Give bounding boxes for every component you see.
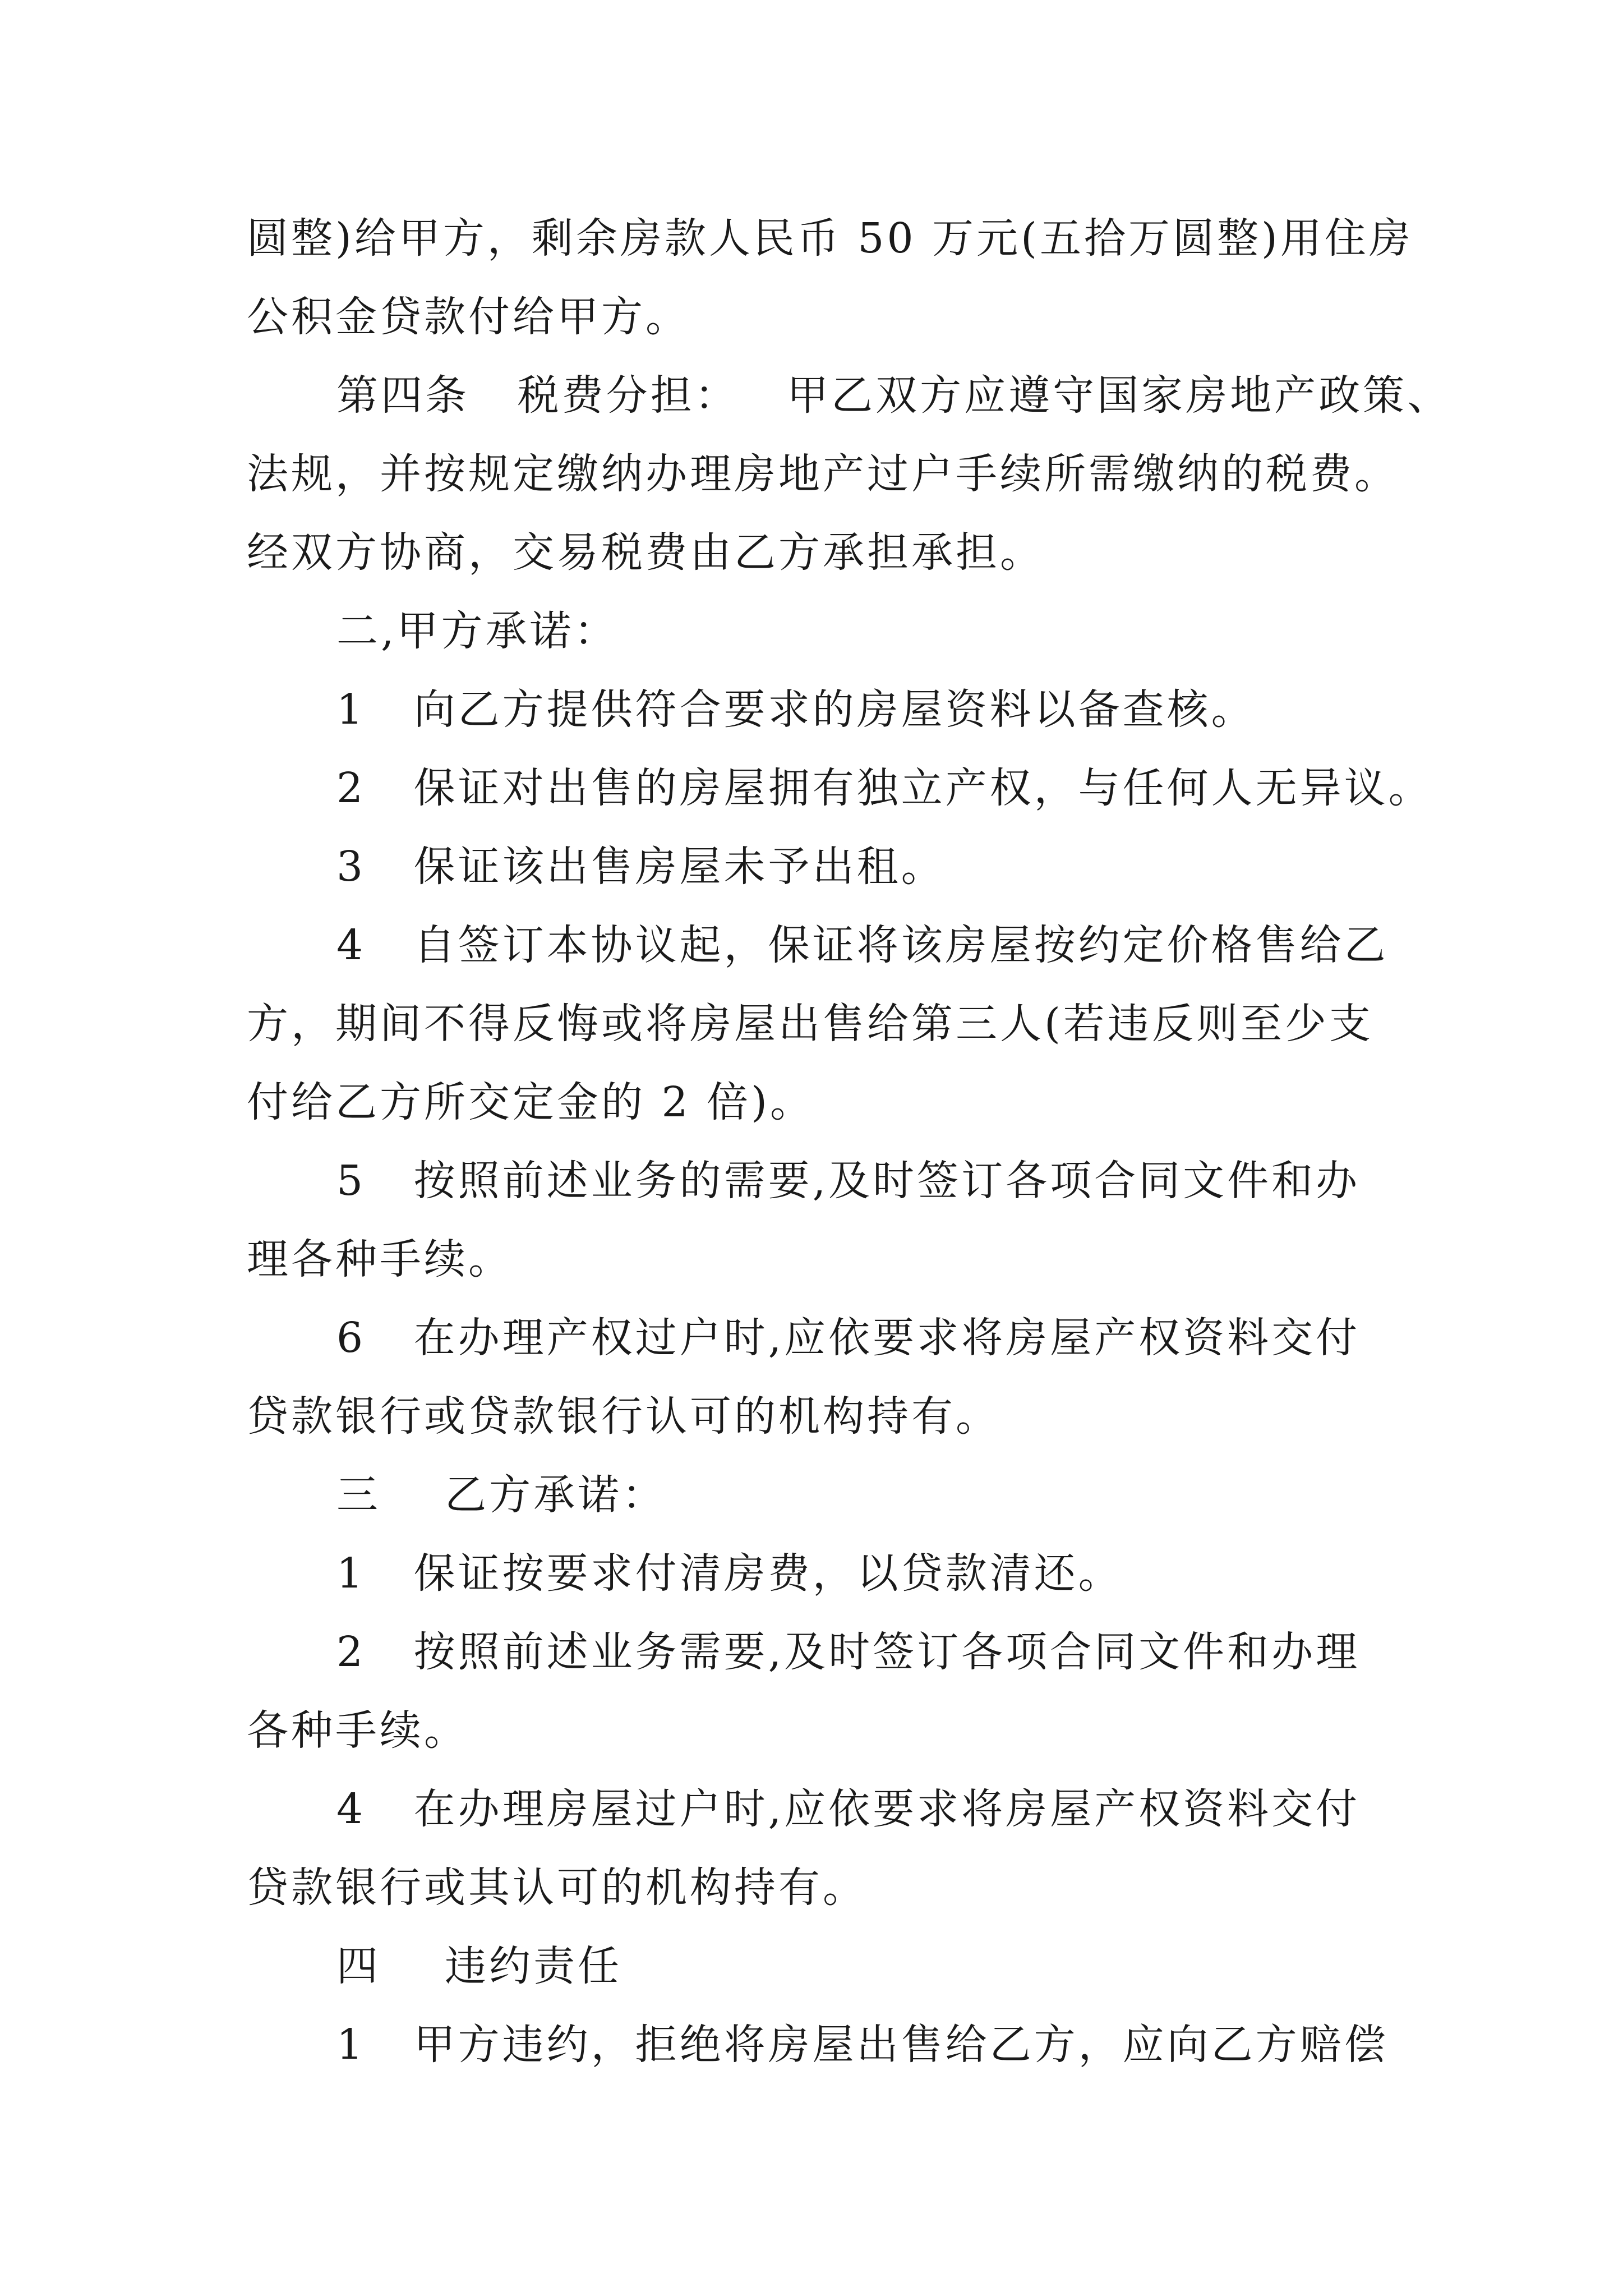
- list-item: 2 保证对出售的房屋拥有独立产权，与任何人无异议。: [336, 764, 1433, 812]
- text-line: 理各种手续。: [247, 1235, 513, 1283]
- article-heading: 第四条 税费分担： 甲乙双方应遵守国家房地产政策、: [336, 371, 1452, 420]
- text-line: 各种手续。: [247, 1706, 468, 1755]
- text-line: 圆整)给甲方，剩余房款人民币 50 万元(五拾万圆整)用住房: [247, 214, 1413, 263]
- list-item: 5 按照前述业务的需要,及时签订各项合同文件和办: [336, 1157, 1361, 1205]
- list-item: 1 甲方违约，拒绝将房屋出售给乙方，应向乙方赔偿: [336, 2021, 1389, 2069]
- text-line: 经双方协商，交易税费由乙方承担承担。: [247, 528, 1044, 577]
- text-line: 贷款银行或其认可的机构持有。: [247, 1864, 867, 1912]
- text-line: 贷款银行或贷款银行认可的机构持有。: [247, 1392, 1000, 1441]
- list-item: 1 保证按要求付清房费，以贷款清还。: [336, 1549, 1123, 1598]
- text-line: 方，期间不得反悔或将房屋出售给第三人(若违反则至少支: [247, 1000, 1373, 1048]
- section-heading: 三 乙方承诺：: [336, 1471, 667, 1519]
- list-item: 3 保证该出售房屋未予出租。: [336, 843, 946, 891]
- text-line: 付给乙方所交定金的 2 倍)。: [247, 1078, 814, 1126]
- section-heading: 二,甲方承诺：: [336, 607, 619, 655]
- list-item: 4 在办理房屋过户时,应依要求将房屋产权资料交付: [336, 1785, 1361, 1833]
- list-item: 4 自签订本协议起，保证将该房屋按约定价格售给乙: [336, 921, 1389, 969]
- section-heading: 四 违约责任: [336, 1942, 623, 1990]
- list-item: 6 在办理产权过户时,应依要求将房屋产权资料交付: [336, 1314, 1361, 1362]
- list-item: 1 向乙方提供符合要求的房屋资料以备查核。: [336, 685, 1256, 734]
- text-line: 法规，并按规定缴纳办理房地产过户手续所需缴纳的税费。: [247, 450, 1399, 498]
- text-line: 公积金贷款付给甲方。: [247, 293, 690, 341]
- list-item: 2 按照前述业务需要,及时签订各项合同文件和办理: [336, 1628, 1361, 1676]
